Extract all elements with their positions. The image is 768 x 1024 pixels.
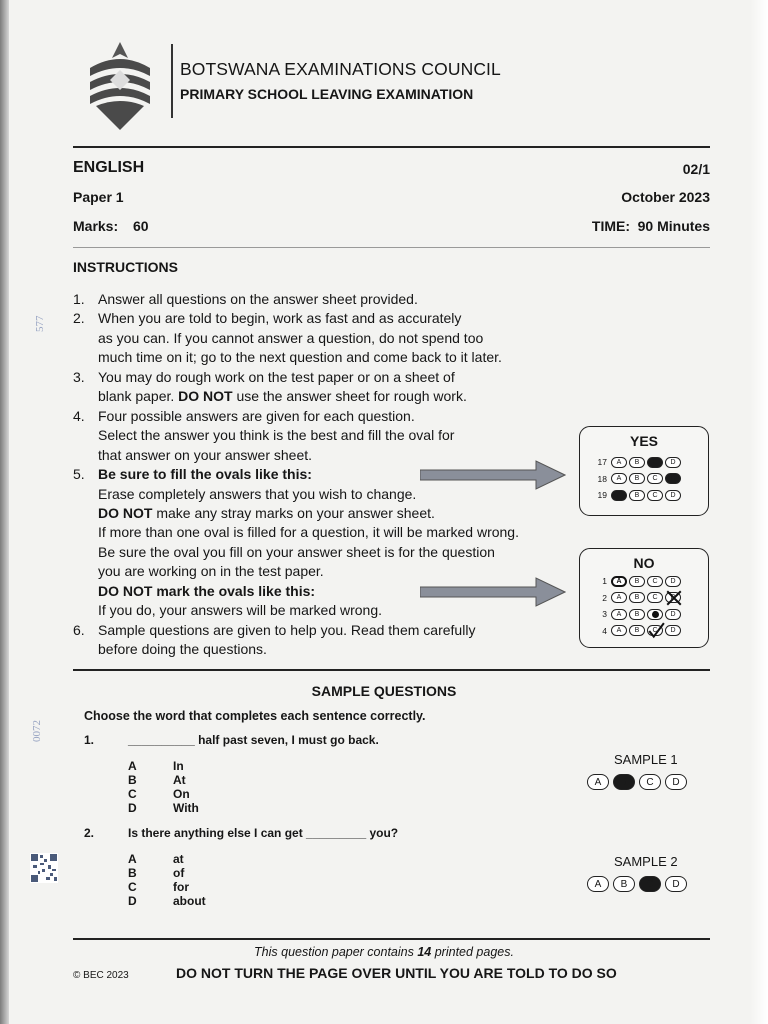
sample-answer-oval: A: [587, 774, 609, 790]
answer-oval: B: [629, 592, 645, 603]
instruction-line: Be sure the oval you fill on your answer sheet is for the question: [98, 543, 495, 560]
sample-answer-oval: A: [587, 876, 609, 892]
option-letter: A: [128, 852, 137, 866]
sample-questions-title: SAMPLE QUESTIONS: [311, 683, 457, 699]
instruction-line: as you can. If you cannot answer a question, do not spend too: [98, 329, 484, 346]
instruction-number: 1.: [73, 291, 85, 307]
instruction-number: 5.: [73, 466, 85, 483]
marks-label: Marks:: [73, 218, 119, 234]
answer-oval: C: [647, 473, 663, 484]
instruction-line: You may do rough work on the test paper or on a sheet of: [98, 368, 455, 385]
answer-oval: A: [611, 609, 627, 620]
answer-oval: D: [665, 490, 681, 501]
option-letter: D: [128, 894, 137, 908]
option-text: With: [173, 801, 199, 815]
arrow-to-yes-icon: [420, 460, 566, 490]
answer-oval: B: [629, 490, 645, 501]
answer-oval: A: [611, 457, 627, 468]
row-number: 1: [602, 576, 607, 586]
instruction-line: that answer on your answer sheet.: [98, 446, 313, 463]
sample-label: SAMPLE 1: [614, 752, 678, 767]
instruction-line: Be sure to fill the ovals like this:: [98, 466, 312, 483]
instruction-line: DO NOT mark the ovals like this:: [98, 582, 316, 599]
option-text: of: [173, 866, 185, 880]
no-title: NO: [633, 555, 655, 571]
sample-answer-oval: B: [613, 876, 635, 892]
sample-question-number: 2.: [84, 826, 95, 840]
yes-title: YES: [629, 433, 658, 449]
answer-oval: B: [629, 625, 645, 636]
instruction-line: Answer all questions on the answer sheet provided.: [98, 291, 418, 307]
yes-example-row: [593, 488, 681, 502]
row-number: 3: [602, 609, 607, 619]
org-name: BOTSWANA EXAMINATIONS COUNCIL: [180, 59, 501, 79]
barcode-icon: [30, 853, 58, 883]
sample-instruction: Choose the word that completes each sentence correctly.: [84, 709, 426, 723]
answer-oval: B: [629, 576, 645, 587]
page-count-note: This question paper contains 14 printed pages.: [254, 945, 514, 959]
answer-oval: B: [629, 609, 645, 620]
answer-oval: D: [665, 609, 681, 620]
header-rule: [73, 146, 710, 148]
page-edge-right: [750, 0, 768, 1024]
sample-label: SAMPLE 2: [614, 854, 678, 869]
sample-question-stem: Is there anything else I can get _________ you?: [128, 826, 399, 840]
sample-answer-oval: D: [665, 876, 687, 892]
instruction-line: DO NOT make any stray marks on your answer sheet.: [98, 504, 435, 521]
option-letter: B: [128, 773, 137, 787]
footer-rule: [73, 938, 710, 940]
answer-oval: A: [611, 473, 627, 484]
answer-oval: [647, 609, 663, 620]
answer-oval: D: [665, 473, 681, 484]
cross-mark-icon: D: [665, 592, 681, 603]
answer-oval: D: [665, 625, 681, 636]
instruction-line: Select the answer you think is the best and fill the oval for: [98, 427, 455, 444]
sample-answer-row: [587, 876, 687, 892]
side-mark-2: 0072: [31, 720, 43, 742]
row-number: 17: [597, 457, 607, 467]
side-mark-1: 577: [34, 315, 46, 332]
row-number: 4: [602, 625, 607, 636]
no-example-row: [593, 591, 681, 605]
instruction-line: Sample questions are given to help you. Read them carefully: [98, 621, 476, 638]
do-not-turn-warning: DO NOT TURN THE PAGE OVER UNTIL YOU ARE TOLD TO DO SO: [176, 965, 617, 981]
exam-name: PRIMARY SCHOOL LEAVING EXAMINATION: [180, 86, 474, 102]
marks-value: 60: [133, 218, 149, 234]
exam-date: October 2023: [621, 189, 710, 205]
sample-answer-oval: C: [639, 774, 661, 790]
option-text: for: [173, 880, 189, 894]
option-text: at: [173, 852, 184, 866]
answer-oval: D: [665, 576, 681, 587]
instruction-line: before doing the questions.: [98, 641, 267, 658]
answer-oval: A: [611, 592, 627, 603]
answer-oval: B: [629, 457, 645, 468]
subject: ENGLISH: [73, 159, 145, 176]
instructions-title: INSTRUCTIONS: [73, 259, 178, 275]
option-letter: A: [128, 759, 137, 773]
yes-example-box: [579, 426, 709, 516]
answer-oval: B: [629, 473, 645, 484]
option-letter: B: [128, 866, 137, 880]
bec-logo: [88, 40, 152, 132]
option-letter: D: [128, 801, 137, 815]
page-edge-left: [0, 0, 9, 1024]
row-number: 2: [602, 592, 607, 603]
instruction-number: 3.: [73, 368, 85, 385]
paper-code: 02/1: [682, 161, 710, 177]
row-number: 18: [597, 473, 607, 484]
instruction-line: If you do, your answers will be marked wrong.: [98, 602, 383, 619]
time-value: 90 Minutes: [637, 218, 710, 234]
tick-mark-icon: C: [647, 625, 663, 636]
answer-oval: A: [611, 625, 627, 636]
instruction-line: blank paper. DO NOT use the answer sheet for rough work.: [98, 388, 467, 405]
option-text: At: [173, 773, 186, 787]
sample-question-stem: __________ half past seven, I must go back.: [128, 733, 379, 747]
samples-rule: [73, 669, 710, 671]
instruction-line: When you are told to begin, work as fast and as accurately: [98, 310, 462, 327]
option-text: about: [173, 894, 206, 908]
copyright: © BEC 2023: [73, 970, 129, 981]
no-example-row: [593, 574, 681, 588]
option-letter: C: [128, 787, 137, 801]
instruction-line: Four possible answers are given for each question.: [98, 407, 415, 424]
instruction-line: Erase completely answers that you wish to change.: [98, 485, 417, 502]
instruction-line: you are working on in the test paper.: [98, 563, 324, 580]
sample-question-number: 1.: [84, 733, 95, 747]
instruction-line: much time on it; go to the next question and come back to it later.: [98, 349, 502, 366]
instruction-number: 4.: [73, 407, 85, 424]
header-divider: [171, 44, 173, 118]
no-example-row: [593, 624, 681, 638]
time-label: TIME:: [591, 218, 630, 234]
sample-answer-oval: B: [613, 774, 635, 790]
row-number: 19: [597, 490, 607, 500]
instruction-line: If more than one oval is filled for a question, it will be marked wrong.: [98, 524, 519, 541]
answer-oval: A: [611, 576, 627, 587]
yes-example-row: [593, 472, 681, 486]
option-text: In: [173, 759, 184, 773]
answer-oval: C: [647, 576, 663, 587]
no-example-box: [579, 548, 709, 648]
instruction-number: 6.: [73, 621, 85, 638]
sample-answer-oval: C: [639, 876, 661, 892]
instruction-number: 2.: [73, 310, 85, 327]
arrow-to-no-icon: [420, 577, 566, 607]
sample-answer-oval: D: [665, 774, 687, 790]
answer-oval: A: [611, 490, 627, 501]
sample-answer-row: [587, 774, 687, 790]
answer-oval: C: [647, 457, 663, 468]
answer-oval: D: [665, 457, 681, 468]
answer-oval: C: [647, 592, 663, 603]
no-example-row: [593, 607, 681, 621]
yes-example-row: [593, 455, 681, 469]
answer-oval: C: [647, 490, 663, 501]
meta-rule: [73, 247, 710, 248]
paper-number: Paper 1: [73, 189, 124, 205]
option-letter: C: [128, 880, 137, 894]
option-text: On: [173, 787, 190, 801]
